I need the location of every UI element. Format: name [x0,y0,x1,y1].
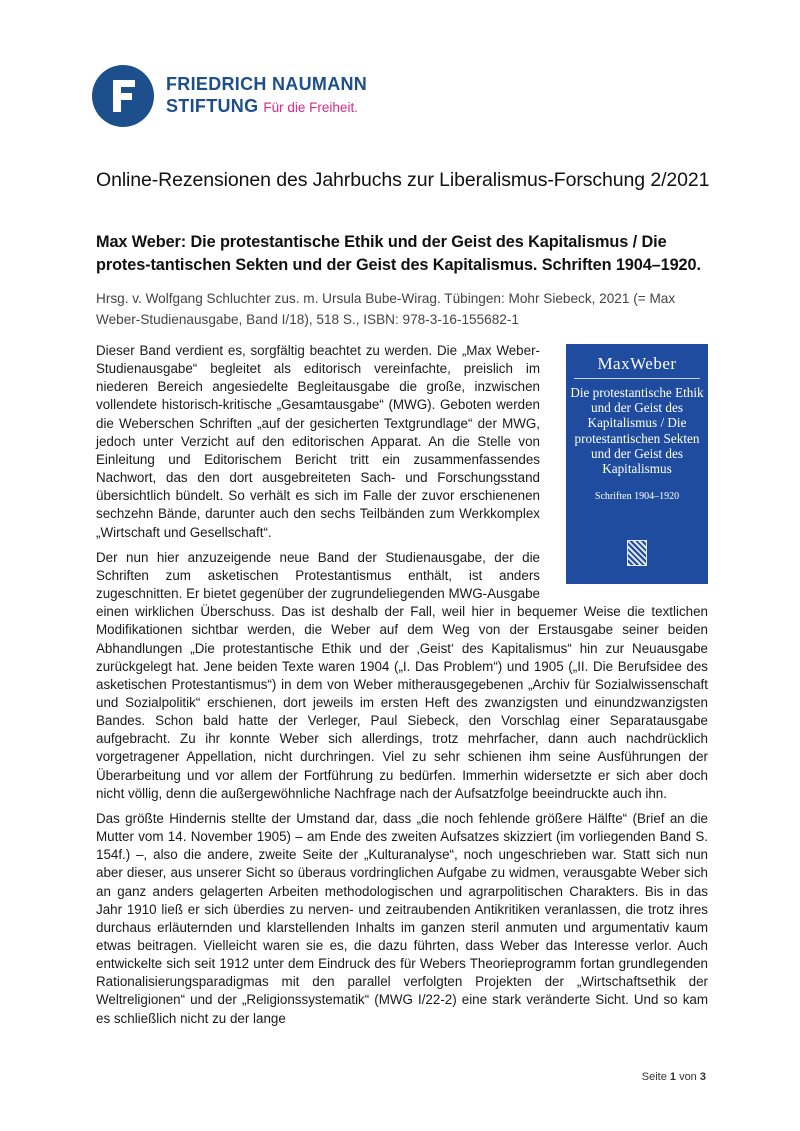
page-number [642,1071,706,1083]
cover-title: Die protestantische Ethik und der Geist des Kapitalismus / Die protestantischen Sekten und der Geist des Kapitalismus [570,385,704,477]
page-number-total: 3 [699,1071,706,1083]
review-title: Max Weber: Die protestantische Ethik und der Geist des Kapitalismus / Die protes-tantischen Sekten und der Geist des Kapitalismus. Schriften 1904–1920. [96,233,701,274]
page-number-of: von [679,1071,697,1083]
paragraph-3: Das größte Hindernis stellte der Umstand dar, dass „die noch fehlende größere Hälfte“ (Brief an die Mutter vom 14. November 1905) – am Ende des zweiten Aufsatzes skizziert (im vorliegenden Band S. 154f.) –, also die andere, zweite Seite der „Kulturanalyse“, noch ungeschrieben war. Statt sich nun aber dieser, aus unserer Sicht so überaus vordringlichen Aufgabe zu widmen, verausgabte Weber sich an ganz anders gelagerten Arbeiten methodologischen und agrarpolitischen Charakters. Bis in das Jahr 1910 ließ er sich überdies zu nerven- und zeitraubenden Antikritiken veranlassen, die trotz ihres durchaus erläuternden und klarstellenden Inhalts im ganzen steril anmuten und argumentativ kaum etwas beitragen. Vielleicht waren sie es, die dazu führten, dass Weber das Interesse verlor. Auch entwickelte sich seit 1912 unter dem Eindruck des für Webers Theorieprogramm fortan grundlegenden Rationalisierungsparadigmas mit den parallel verfolgten Projekten der „Wirtschaftsethik der Weltreligionen“ und der „Religionssystematik“ (MWG I/22-2) eine stark veränderte Sicht. Und so kam es schließlich nicht zu der lange [96,810,708,1026]
publisher-emblem-icon [627,540,647,566]
cover-author: MaxWeber [597,354,677,373]
paragraph-1: Dieser Band verdient es, sorgfältig beachtet zu werden. Die „Max Weber-Studienausgabe“ begleitet als editorisch vereinfachte, preislich im niederen Bereich angesiedelte Begleitausgabe die große, inzwischen vollendete historisch-kritische „Gesamtausgabe“ (MWG). Geboten werden die Weberschen Schriften „auf der gesicherten Textgrundlage“ der MWG, jedoch unter Verzicht auf den editorischen Apparat. An die Stelle von Einleitung und Editorischem Bericht tritt ein zusammenfassendes Nachwort, das den dort ausgebreiteten Sach- und Forschungsstand übersichtlich bündelt. So verhält es sich im Falle der zuvor erschienenen sechzehn Bände, darunter auch den sechs Teilbänden zum Werkkomplex „Wirtschaft und Gesellschaft“. [96,343,540,540]
cover-divider [574,378,700,379]
logo-line-2 [166,95,367,119]
book-cover [566,344,708,584]
paragraph-2: Der nun hier anzuzeigende neue Band der Studienausgabe, der die Schriften zum asketischen Protestantismus enthält, ist anders zugeschnitten. Er bietet gegenüber der zugrundeliegenden MWG-Ausgabe einen wirklichen Überschuss. Das ist deshalb der Fall, weil hier in bequemer Weise die textlichen Modifikationen sichtbar werden, die Weber auf dem Weg von der Erstausgabe seiner beiden Abhandlungen „Die protestantische Ethik und der ‚Geist‘ des Kapitalismus“ hin zur Neuausgabe zurückgelegt hat. Jene beiden Texte waren 1904 („I. Das Problem“) und 1905 („II. Die Berufsidee des asketischen Protestantismus“) in dem von Weber mitherausgegebenen „Archiv für Sozialwissenschaft und Sozialpolitik“ erschienen, dort jeweils im ersten Heft des zwanzigsten und einundzwanzigsten Bandes. Schon bald hatte der Verleger, Paul Siebeck, den Vorschlag einer Separatausgabe aufgebracht. Zu ihr konnte Weber sich allerdings, trotz mehrfacher, dann auch nachdrücklich vorgetragener Appellation, nicht durchringen. Viel zu sehr schienen ihm seine Ausführungen der Überarbeitung und vor allem der Fortführung zu bedürfen. Immerhin widersetzte er sich aber doch nicht völlig, denn die außergewöhnliche Nachfrage nach der Aufsatzfolge beeindruckte auch ihn. [96,549,708,801]
logo-wordmark [166,73,367,119]
cover-years: Schriften 1904–1920 [594,491,680,503]
foundation-logo [92,64,367,128]
fnf-logo-icon [92,65,154,127]
page-number-current: 1 [669,1071,676,1083]
logo-line-2-text: STIFTUNG [166,96,259,116]
bibliographic-info: Hrsg. v. Wolfgang Schluchter zus. m. Ursula Bube-Wirag. Tübingen: Mohr Siebeck, 2021 (= Max Weber-Studienausgabe, Band I/18), 518 S., ISBN: 978-3-16-155682-1 [96,291,676,327]
page-number-prefix: Seite [641,1071,667,1083]
logo-line-1: FRIEDRICH NAUMANN [166,74,368,94]
page-heading: Online-Rezensionen des Jahrbuchs zur Liberalismus-Forschung 2/2021 [96,169,710,191]
review-body [96,342,708,1035]
logo-tagline: Für die Freiheit. [263,100,358,115]
